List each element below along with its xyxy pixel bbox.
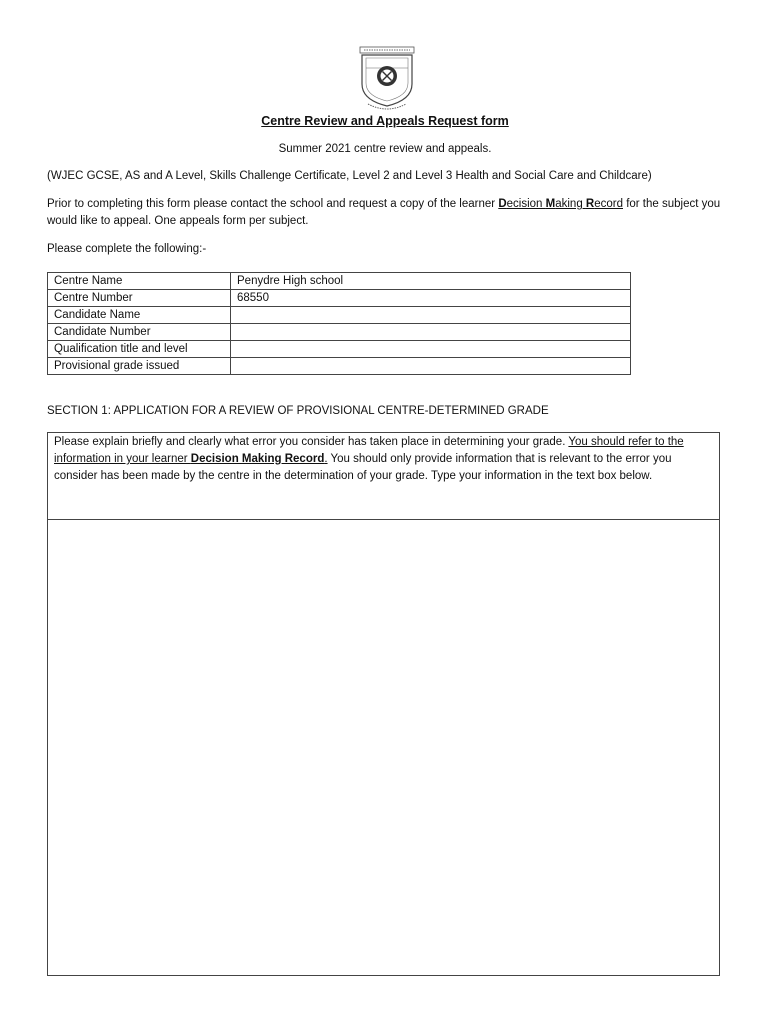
table-row [48, 290, 631, 307]
instructions-text-end: for the subject you would like to appeal. One appeals form per subject. [47, 198, 721, 227]
centre-name-label: Centre Name [48, 273, 231, 290]
provisional-grade-label: Provisional grade issued [48, 358, 231, 375]
table-row [48, 273, 631, 290]
instructions-text [47, 196, 737, 230]
centre-number-label: Centre Number [48, 290, 231, 307]
section-1-heading: SECTION 1: APPLICATION FOR A REVIEW OF PROVISIONAL CENTRE-DETERMINED GRADE [47, 405, 549, 417]
appeal-response-textbox[interactable] [48, 520, 719, 975]
centre-number-field[interactable]: 68550 [231, 290, 631, 307]
decision-making-record-link: Decision Making Record [498, 198, 623, 210]
candidate-number-field[interactable] [231, 324, 631, 341]
candidate-info-table [47, 272, 631, 375]
section-1-instructions: Please explain briefly and clearly what error you consider has taken place in determining your grade. You should refer to the information in your learner Decision Making Record. You should only provide information that is relevant to the error you consider has been made by the centre in the determination of your grade. Type your information in the text box below. [48, 433, 719, 520]
table-row [48, 358, 631, 375]
qualifications-text: (WJEC GCSE, AS and A Level, Skills Challenge Certificate, Level 2 and Level 3 Health and Social Care and Childcare) [47, 170, 652, 182]
candidate-name-field[interactable] [231, 307, 631, 324]
provisional-grade-field[interactable] [231, 358, 631, 375]
page-subtitle: Summer 2021 centre review and appeals. [278, 143, 492, 155]
qualification-label: Qualification title and level [48, 341, 231, 358]
centre-name-field[interactable]: Penydre High school [231, 273, 631, 290]
complete-prompt: Please complete the following:- [47, 243, 207, 255]
page-title: Centre Review and Appeals Request form [261, 114, 509, 128]
candidate-name-label: Candidate Name [48, 307, 231, 324]
school-crest-icon [354, 44, 420, 112]
section-1-box [47, 432, 720, 976]
table-row [48, 341, 631, 358]
candidate-number-label: Candidate Number [48, 324, 231, 341]
table-row [48, 324, 631, 341]
instructions-text-start: Prior to completing this form please contact the school and request a copy of the learner [47, 198, 499, 210]
decision-making-record-reference: You should refer to the information in your learner Decision Making Record. [54, 436, 684, 465]
qualification-field[interactable] [231, 341, 631, 358]
table-row [48, 307, 631, 324]
